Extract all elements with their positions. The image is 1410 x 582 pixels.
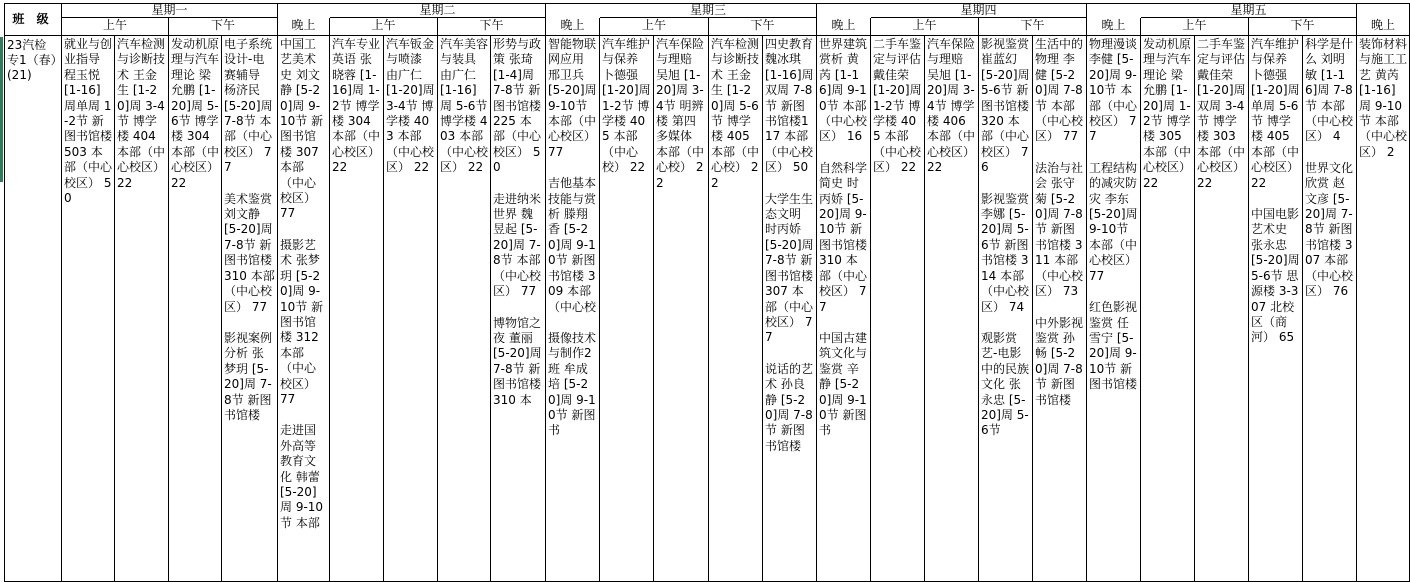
period-header: 晚上 [817,18,871,36]
timetable-column [62,36,115,582]
timetable-column [763,36,817,582]
timetable-column [384,36,438,582]
course-entry[interactable]: 走进纳米世界 魏昱起 [5-20]周 7-8节 本部（中心校区） 77 [493,191,542,299]
course-entry[interactable]: 汽车美容与装具 由广仁 [1-16]周 5-6节 博学楼 403 本部（中心校区） 22 [440,37,492,175]
course-entry[interactable]: 形势与政策 张琦 [1-4]周 7-8节 新图书馆楼225 本部（中心校区） 50 [493,37,542,175]
course-entry[interactable]: 物理漫谈 李健 [5-20]周 9-10节 本部（中心校区） 77 [1089,37,1141,144]
course-entry[interactable]: 科学是什么 刘明敏 [1-16]周 7-8节 本部（中心校区） 4 [1305,37,1354,144]
course-entry[interactable]: 生活中的物理 李健 [5-20]周 7-8节 本部（中心校区） 77 [1035,37,1084,144]
course-entry[interactable]: 红色影视鉴赏 任雪宁 [5-20]周 9-10节 新图书馆楼 [1089,300,1138,392]
course-entry[interactable]: 影视鉴赏 李娜 [5-20]周 5-6节 新图书馆楼 314 本部（中心校区） 74 [981,191,1033,314]
timetable-column [600,36,654,582]
course-entry[interactable]: 汽车保险与理赔 吴旭 [1-20]周 3-4节 博学楼 406 本部（中心校区） 22 [927,37,979,175]
period-header: 上午 [871,18,979,36]
timetable-column [1141,36,1195,582]
timetable-column [330,36,384,582]
course-entry[interactable]: 影视鉴赏 崔蓝幻 [5-20]周 5-6节 新图书馆楼 320 本部（中心校区） 76 [981,37,1034,175]
period-header: 上午 [330,18,438,36]
course-entry[interactable]: 博物馆之夜 董丽 [5-20]周 7-8节 新图书馆楼 310 本 [493,315,546,407]
course-entry[interactable]: 中国古建筑文化与鉴赏 辛静 [5-20]周 9-10节 新图书 [819,330,868,438]
course-entry[interactable]: 汽车维护与保养 卜德强 [1-20]周 1-2节 博学楼 405 本部（中心校） 22 [602,37,655,175]
course-entry[interactable]: 法治与社会 张守菊 [5-20]周 7-8节 新图书馆楼 311 本部（中心校区） 73 [1035,160,1084,299]
period-header: 上午 [600,18,709,36]
course-entry[interactable]: 汽车保险与理赔 吴旭 [1-20]周 3-4节 明辨楼 第四多媒体 本部（中心校） 22 [656,37,705,190]
timetable-column [1303,36,1357,582]
course-entry[interactable]: 电子系统设计-电赛辅导 杨济民 [5-20]周 7-8节 本部（中心校区） 77 [224,37,277,175]
timetable-column [438,36,491,582]
class-name: 23汽检专1（春）(21) [4,36,62,582]
timetable-column [491,36,546,582]
timetable-column [709,36,763,582]
timetable-column [1357,36,1410,582]
course-entry[interactable]: 汽车维护与保养 卜德强 [1-20]周单周 5-6节 博学楼 405 本部（中心校区） 22 [1251,37,1303,190]
course-entry[interactable]: 汽车钣金与喷漆 由广仁 [1-20]周 3-4节 博学楼 403 本部（中心校区） 22 [386,37,439,175]
day-header: 星期三 [600,3,817,18]
course-entry[interactable]: 吉他基本技能与赏析 滕翔香 [5-20]周 9-10节 新图书馆楼 309 本部（中心校 [548,176,597,314]
period-header: 晚上 [1357,18,1410,36]
course-entry[interactable]: 走进国外高等教育文化 韩蕾 [5-20]周 9-10节 本部 [280,423,324,530]
timetable-column [925,36,979,582]
course-entry[interactable]: 说话的艺术 孙良静 [5-20]周 7-8节 新图书馆楼 [765,361,814,453]
course-entry[interactable]: 中国电影艺术史 张永忠 [5-20]周 5-6节 思源楼 3-307 北校区（商河） 65 [1251,207,1304,345]
period-header: 上午 [62,18,169,36]
day-header: 星期四 [871,3,1087,18]
course-entry[interactable]: 世界建筑赏析 黄芮 [1-16]周 9-10节 本部（中心校区） 16 [819,37,868,144]
course-entry[interactable]: 美术鉴赏 刘文静 [5-20]周 7-8节 新图书馆楼 310 本部（中心校区） 77 [224,191,277,314]
period-header: 晚上 [546,18,600,36]
period-header: 下午 [979,18,1087,36]
course-entry[interactable]: 影视案例分析 张梦玥 [5-20]周 7-8节 新图书馆楼 [224,330,273,422]
course-entry[interactable]: 摄像技术与制作2班 牟成培 [5-20]周 9-10节 新图书 [548,330,597,438]
timetable-column [169,36,222,582]
timetable-column [546,36,600,582]
timetable-column [1195,36,1249,582]
period-header: 晚上 [1087,18,1141,36]
timetable-column [278,36,330,582]
timetable-column [1087,36,1141,582]
period-header: 上午 [1141,18,1249,36]
course-entry[interactable]: 二手车鉴定与评估 戴佳荣 [1-20]周双周 3-4节 博学楼 303 本部（中心校区） 22 [1197,37,1249,190]
course-entry[interactable]: 自然科学简史 时丙娇 [5-20]周 9-10节 新图书馆楼 310 本部（中心校区） 77 [819,160,871,314]
timetable-column [115,36,169,582]
timetable-column [222,36,278,582]
period-header: 晚上 [278,18,330,36]
day-header: 星期一 [62,3,278,18]
period-header: 下午 [438,18,546,36]
course-entry[interactable]: 四史教育 魏冰琪 [1-16]周双周 7-8节 新图书馆楼117 本部（中心校区） 50 [765,37,817,175]
row-selection-marker [0,37,3,182]
timetable-column [654,36,709,582]
course-entry[interactable]: 发动机原理与汽车理论 梁允鹏 [1-20]周 5-6节 博学楼 304 本部（中心校区） 22 [171,37,223,190]
class-header: 班 级 [4,3,62,36]
timetable-column [871,36,925,582]
course-entry[interactable]: 中外影视鉴赏 孙畅 [5-20]周 7-8节 新图书馆楼 [1035,315,1084,407]
course-entry[interactable]: 中国工艺美术史 刘文静 [5-20]周 9-10节 新图书馆楼 307 本部（中心校区） 77 [280,37,324,221]
course-entry[interactable]: 工程结构的减灾防灾 李东 [5-20]周 9-10节 本部（中心校区） 77 [1089,160,1142,283]
timetable-column [979,36,1033,582]
day-header: 星期五 [1141,3,1357,18]
course-entry[interactable]: 摄影艺术 张梦玥 [5-20]周 9-10节 新图书馆楼 312 本部（中心校区） 77 [280,237,324,406]
timetable-column [817,36,871,582]
period-header: 下午 [169,18,278,36]
timetable-column [1033,36,1087,582]
course-entry[interactable]: 就业与创业指导 程玉悦 [1-16]周单周 1-2节 新图书馆楼503 本部（中心校区） 50 [64,37,113,206]
course-entry[interactable]: 发动机原理与汽车理论 梁允鹏 [1-20]周 1-2节 博学楼 305 本部（中心校区） 22 [1143,37,1195,190]
course-entry[interactable]: 世界文化欣赏 赵文彦 [5-20]周 7-8节 新图书馆楼 307 本部（中心校区） 76 [1305,160,1354,299]
course-entry[interactable]: 汽车专业英语 张晓蓉 [1-16]周 1-2节 博学楼 304 本部（中心校区） 22 [332,37,384,175]
timetable-column [1249,36,1303,582]
day-header: 星期二 [330,3,546,18]
course-entry[interactable]: 观影赏艺-电影中的民族文化 张永忠 [5-20]周 5-6节 [981,330,1030,438]
course-entry[interactable]: 二手车鉴定与评估 戴佳荣 [1-20]周 1-2节 博学楼 405 本部（中心校区） 22 [873,37,926,175]
period-header: 下午 [709,18,817,36]
course-entry[interactable]: 智能物联网应用 邢卫兵 [5-20]周 9-10节 本部（中心校区） 77 [548,37,601,159]
period-header: 下午 [1249,18,1357,36]
course-entry[interactable]: 大学生生态文明 时丙娇 [5-20]周 7-8节 新图书馆楼 307 本部（中心校区） 77 [765,191,818,345]
course-entry[interactable]: 汽车检测与诊断技术 王金生 [1-20]周 3-4节 博学楼 404 本部（中心校区） 22 [117,37,169,190]
course-entry[interactable]: 汽车检测与诊断技术 王金生 [1-20]周 5-6节 博学楼 405 本部（中心校） 22 [711,37,760,190]
course-entry[interactable]: 装饰材料与施工工艺 黄芮 [1-16]周 9-10节 本部（中心校区） 2 [1359,37,1408,159]
